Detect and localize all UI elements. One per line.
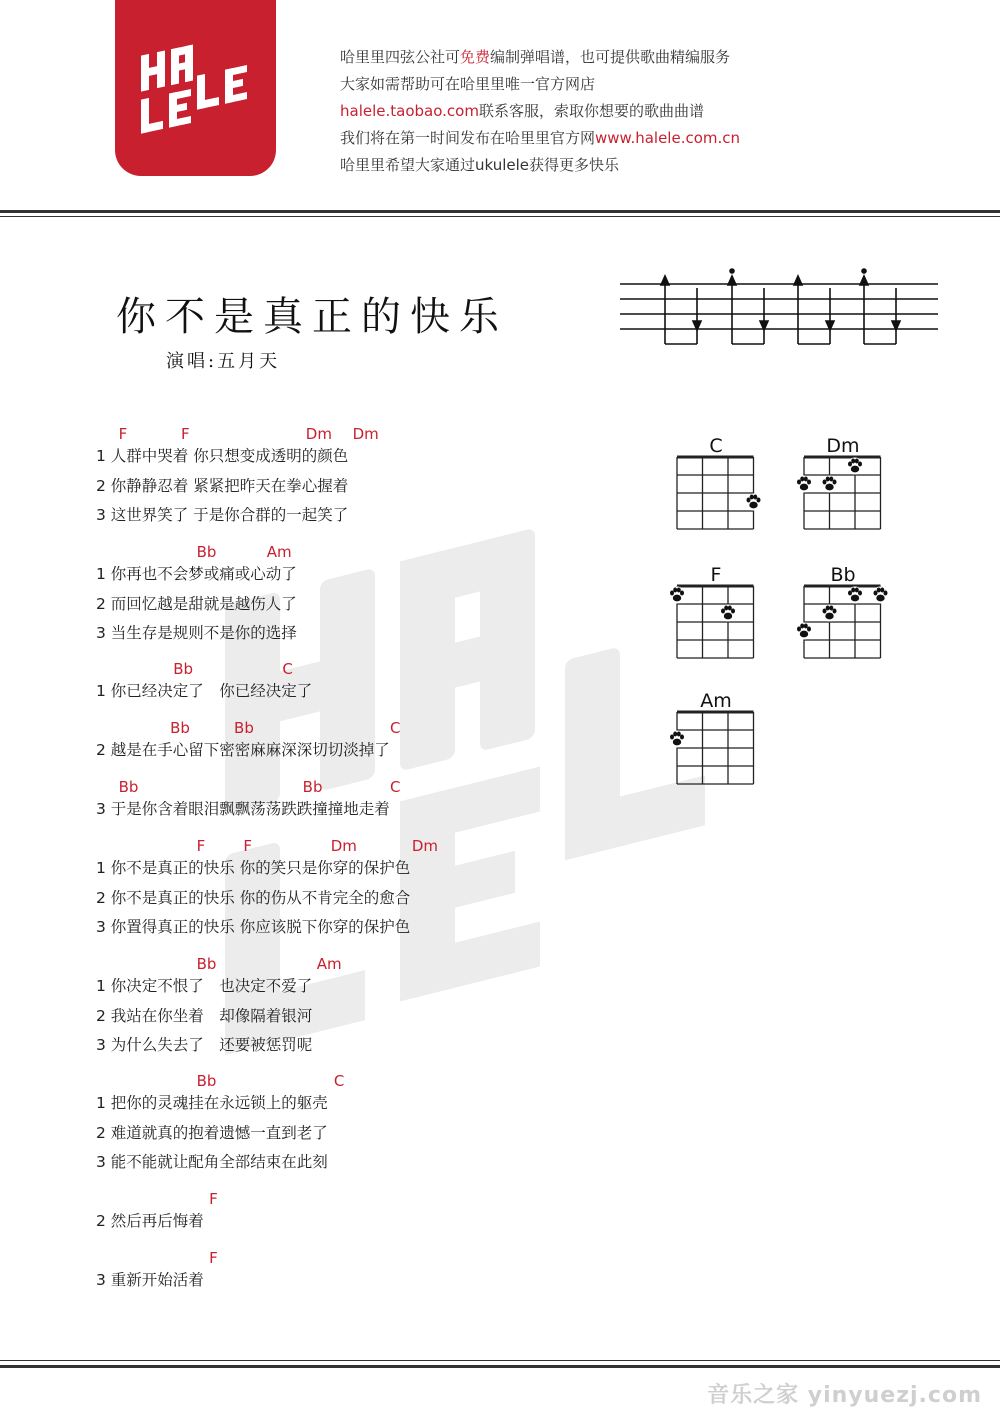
chord-line bbox=[96, 425, 616, 442]
chord-label: C bbox=[390, 778, 401, 796]
header-info bbox=[340, 44, 740, 179]
chord-label: Am bbox=[316, 955, 342, 973]
lyric-section bbox=[96, 425, 616, 531]
header-divider-thin bbox=[0, 216, 1000, 217]
lyric-line: 3 当生存是规则不是你的选择 bbox=[96, 624, 297, 642]
lyric-line: 2 越是在手心留下密密麻麻深深切切淡掉了 bbox=[96, 741, 390, 759]
info-line-1: 哈里里四弦公社可免费编制弹唱谱，也可提供歌曲精编服务 bbox=[340, 48, 731, 66]
chord-label: F bbox=[196, 837, 206, 855]
lyric-line: 1 你再也不会梦或痛或心动了 bbox=[96, 565, 297, 583]
info-line-3: halele.taobao.com联系客服，索取你想要的歌曲曲谱 bbox=[340, 102, 704, 120]
chord-label: F bbox=[181, 425, 190, 443]
chord-label: C bbox=[390, 719, 401, 737]
lyric-line: 2 你不是真正的快乐 你的伤从不肯完全的愈合 bbox=[96, 888, 411, 907]
chord-diagram-name: Am bbox=[700, 690, 732, 712]
lyric-line: 3 于是你含着眼泪飘飘荡荡跌跌撞撞地走着 bbox=[96, 800, 390, 818]
lyric-section bbox=[96, 1072, 616, 1178]
lyric-section bbox=[96, 719, 616, 766]
lyric-line: 1 你决定不恨了 也决定不爱了 bbox=[96, 977, 313, 995]
song-title: 你不是真正的快乐 bbox=[116, 294, 508, 340]
chord-line bbox=[96, 955, 616, 972]
chord-label: F bbox=[209, 1190, 218, 1208]
chord-line bbox=[96, 1072, 616, 1089]
lyric-section bbox=[96, 778, 616, 825]
info-line-4: 我们将在第一时间发布在哈里里官方网www.halele.com.cn bbox=[340, 129, 741, 147]
lyric-line: 3 为什么失去了 还要被惩罚呢 bbox=[96, 1036, 313, 1054]
lyric-line: 1 你已经决定了 你已经决定了 bbox=[96, 682, 313, 700]
footer-divider-thin bbox=[0, 1360, 1000, 1361]
lyric-section bbox=[96, 955, 616, 1061]
chord-label: Bb bbox=[170, 719, 190, 737]
chord-line bbox=[96, 660, 616, 677]
strum-pattern bbox=[620, 268, 940, 348]
chord-label: F bbox=[243, 837, 253, 855]
lyric-line: 3 这世界笑了 于是你合群的一起笑了 bbox=[96, 506, 349, 524]
chord-label: Bb bbox=[234, 719, 254, 737]
lyric-section bbox=[96, 660, 616, 707]
halele-logo-mark bbox=[115, 0, 276, 176]
chord-label: Am bbox=[266, 543, 292, 561]
halele-logo bbox=[115, 0, 276, 176]
chord-line bbox=[96, 778, 616, 795]
lyric-line: 1 把你的灵魂挂在永远锁上的躯壳 bbox=[96, 1094, 328, 1112]
lyric-line: 2 你静静忍着 紧紧把昨天在拳心握着 bbox=[96, 476, 349, 495]
header-divider-thick bbox=[0, 210, 1000, 213]
lyric-section bbox=[96, 1190, 616, 1237]
chord-label: Dm bbox=[352, 425, 379, 443]
chord-label: C bbox=[282, 660, 293, 678]
chord-diagram-name: Dm bbox=[826, 435, 860, 457]
chord-label: Dm bbox=[411, 837, 439, 855]
song-singer: 演唱:五月天 bbox=[166, 351, 281, 372]
lyric-line: 2 而回忆越是甜就是越伤人了 bbox=[96, 594, 297, 613]
lyric-line: 2 我站在你坐着 却像隔着银河 bbox=[96, 1006, 313, 1025]
chord-label: Bb bbox=[196, 955, 217, 973]
chord-diagram-name: C bbox=[709, 435, 723, 457]
lyric-line: 2 然后再后悔着 bbox=[96, 1212, 204, 1230]
lyric-line: 3 能不能就让配角全部结束在此刻 bbox=[96, 1153, 328, 1171]
chord-line bbox=[96, 719, 616, 736]
lyric-section bbox=[96, 837, 616, 943]
chord-line bbox=[96, 1190, 616, 1207]
website-link[interactable]: www.halele.com.cn bbox=[595, 129, 741, 147]
footer-watermark: 音乐之家 yinyuezj.com bbox=[707, 1383, 982, 1408]
chord-label: Bb bbox=[302, 778, 323, 796]
chord-label: Dm bbox=[305, 425, 332, 443]
chord-label: F bbox=[118, 425, 128, 443]
chord-label: Bb bbox=[118, 778, 139, 796]
lyric-section bbox=[96, 1249, 616, 1296]
info-line-5: 哈里里希望大家通过ukulele获得更多快乐 bbox=[340, 156, 620, 174]
taobao-link[interactable]: halele.taobao.com bbox=[340, 102, 479, 120]
chord-line bbox=[96, 543, 616, 560]
footer-divider-thick bbox=[0, 1365, 1000, 1368]
chord-label: Bb bbox=[196, 543, 217, 561]
chord-line bbox=[96, 837, 616, 854]
lyric-section bbox=[96, 543, 616, 649]
lyric-line: 2 难道就真的抱着遗憾一直到老了 bbox=[96, 1123, 328, 1142]
chord-label: Dm bbox=[330, 837, 357, 855]
lyric-line: 3 重新开始活着 bbox=[96, 1271, 204, 1289]
chord-diagram-name: Bb bbox=[830, 564, 856, 586]
lyric-line: 1 人群中哭着 你只想变成透明的颜色 bbox=[96, 447, 349, 465]
chord-diagram-name: F bbox=[710, 564, 722, 586]
chord-label: C bbox=[333, 1072, 345, 1090]
chord-label: Bb bbox=[173, 660, 193, 678]
chord-label: F bbox=[209, 1249, 218, 1267]
chord-line bbox=[96, 1249, 616, 1266]
info-line-2: 大家如需帮助可在哈里里唯一官方网店 bbox=[340, 75, 596, 93]
chord-label: Bb bbox=[196, 1072, 217, 1090]
lyric-line: 3 你置得真正的快乐 你应该脱下你穿的保护色 bbox=[96, 918, 411, 936]
lyric-line: 1 你不是真正的快乐 你的笑只是你穿的保护色 bbox=[96, 859, 411, 877]
